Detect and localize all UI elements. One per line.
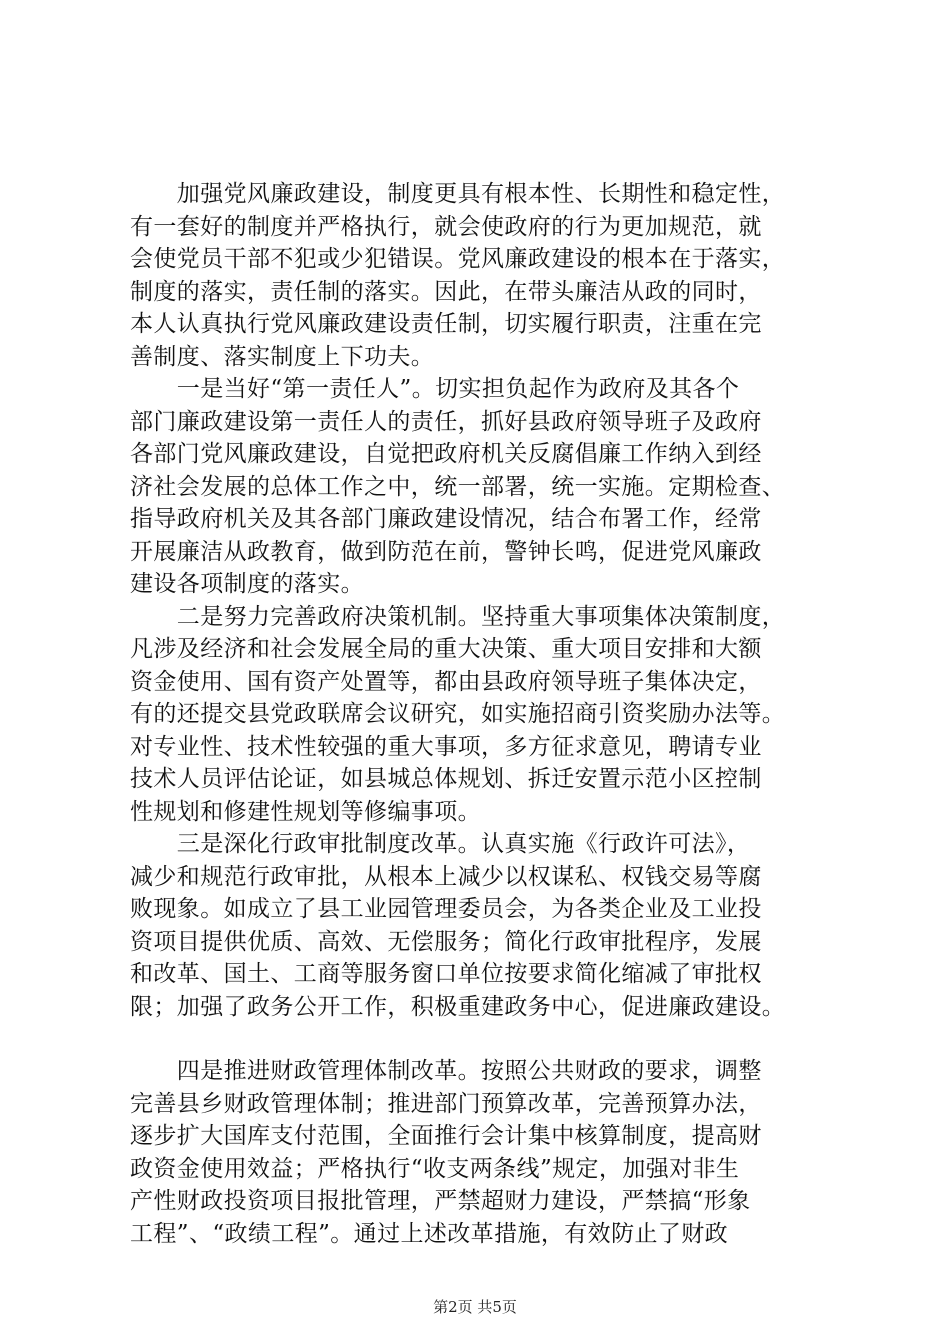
text-line: 制度的落实，责任制的落实。因此，在带头廉洁从政的同时， [130,278,762,305]
document-body [130,178,852,1250]
paragraph-intro [130,178,852,373]
text-line: 有一套好的制度并严格执行，就会使政府的行为更加规范，就 [130,213,762,240]
paragraph-gap [130,1023,852,1055]
text-line: 开展廉洁从政教育，做到防范在前，警钟长鸣，促进党风廉政 [130,538,762,565]
text-line: 和改革、国土、工商等服务窗口单位按要求简化缩减了审批权 [130,961,762,987]
text-line: 四是推进财政管理体制改革。按照公共财政的要求，调整 [130,1058,762,1084]
text-line: 有的还提交县党政联席会议研究，如实施招商引资奖励办法等。 [130,701,786,727]
text-line: 性规划和修建性规划等修编事项。 [130,798,481,825]
text-line: 部门廉政建设第一责任人的责任，抓好县政府领导班子及政府 [130,408,762,435]
text-line: 一是当好“第一责任人”。切实担负起作为政府及其各个 [130,376,740,402]
text-line: 加强党风廉政建设，制度更具有根本性、长期性和稳定性， [130,181,786,207]
text-line: 政资金使用效益；严格执行“收支两条线”规定，加强对非生 [130,1155,740,1182]
text-line: 指导政府机关及其各部门廉政建设情况，结合布署工作，经常 [130,506,762,532]
text-line: 本人认真执行党风廉政建设责任制，切实履行职责，注重在完 [130,311,762,337]
text-line: 对专业性、技术性较强的重大事项，多方征求意见，聘请专业 [130,733,762,760]
page-number-footer: 第2页 共5页 [433,1298,517,1316]
paragraph-first-responsible [130,373,852,601]
text-line: 资金使用、国有资产处置等，都由县政府领导班子集体决定， [130,668,762,695]
text-line: 败现象。如成立了县工业园管理委员会，为各类企业及工业投 [130,896,762,922]
text-line: 技术人员评估论证，如县城总体规划、拆迁安置示范小区控制 [130,766,762,792]
text-line: 完善县乡财政管理体制；推进部门预算改革，完善预算办法， [130,1090,762,1117]
text-line: 凡涉及经济和社会发展全局的重大决策、重大项目安排和大额 [130,636,762,662]
text-line: 济社会发展的总体工作之中，统一部署，统一实施。定期检查、 [130,473,786,500]
paragraph-approval-reform [130,828,852,1023]
text-line: 资项目提供优质、高效、无偿服务；简化行政审批程序，发展 [130,928,762,955]
text-line: 各部门党风廉政建设，自觉把政府机关反腐倡廉工作纳入到经 [130,441,762,467]
paragraph-finance-reform [130,1055,852,1250]
text-line: 三是深化行政审批制度改革。认真实施《行政许可法》， [130,831,751,857]
text-line: 工程”、“政绩工程”。通过上述改革措施，有效防止了财政 [130,1220,729,1247]
text-line: 逐步扩大国库支付范围，全面推行会计集中核算制度，提高财 [130,1123,762,1149]
text-line: 产性财政投资项目报批管理，严禁超财力建设，严禁搞“形象 [130,1188,751,1214]
text-line: 会使党员干部不犯或少犯错误。党风廉政建设的根本在于落实， [130,246,786,272]
text-line: 善制度、落实制度上下功夫。 [130,343,435,370]
text-line: 限；加强了政务公开工作，积极重建政务中心，促进廉政建设。 [130,993,786,1020]
text-line: 二是努力完善政府决策机制。坚持重大事项集体决策制度， [130,603,786,630]
text-line: 减少和规范行政审批，从根本上减少以权谋私、权钱交易等腐 [130,863,762,890]
paragraph-decision-mechanism [130,601,852,829]
text-line: 建设各项制度的落实。 [130,571,364,597]
